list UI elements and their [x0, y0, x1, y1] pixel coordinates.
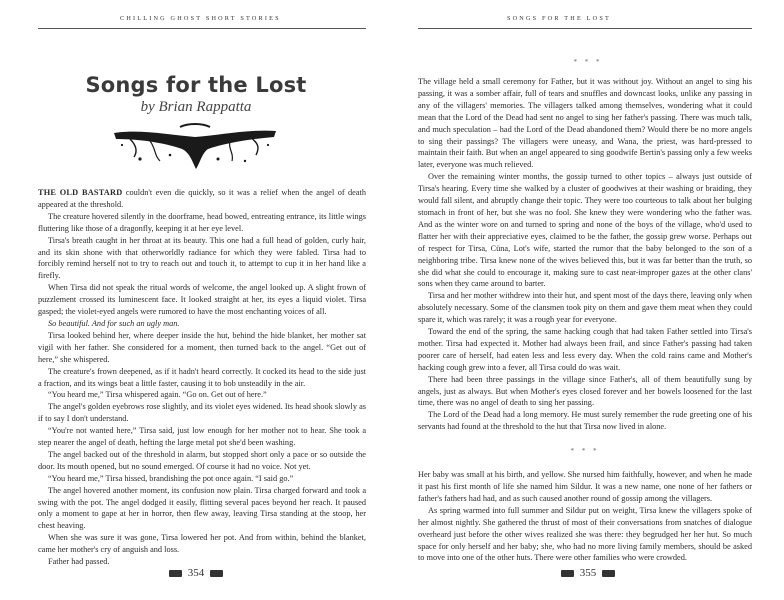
- paragraph: When she was sure it was gone, Tirsa lowered her pot. And from within, behind the blanket, came her mother's cry of anguish and loss.: [38, 533, 366, 555]
- paragraph: As spring warmed into full summer and Sildur put on weight, Tirsa knew the villagers spoke of her almost nightly. She gathered the thrust of most of their conversations from snatches of dialogue overheard just before the other wives realized she was there: they begrudged her her hut. So much space for only herself and her baby; she, who had no more living family members, should be asked to move into one of the other huts. There were other families who were crowded.: [418, 505, 752, 563]
- folio-left: 354: [187, 567, 205, 579]
- paragraph: Tirsa and her mother withdrew into their hut, and spent most of the days there, leaving only when absolutely necessary. Some of the clansmen took pity on them and gave them meat when they could spare it, which was rarely; it was a rough year for everyone.: [418, 291, 752, 325]
- paragraph: So beautiful. And for such an ugly man.: [48, 318, 180, 328]
- folio-ornament-icon: [210, 570, 223, 577]
- paragraph-text: couldn't even die quickly, so it was a relief when the angel of death appeared at the threshold.: [38, 188, 366, 209]
- section-break: * * *: [570, 447, 600, 456]
- paragraph: “You heard me,” Tirsa whispered again. “Go on. Get out of here.”: [48, 390, 267, 400]
- paragraph: “You heard me,” Tirsa hissed, brandishing the pot once again. “I said go.”: [48, 473, 294, 483]
- ink-splatter-ornament: [110, 119, 280, 171]
- paragraph: Father had passed.: [48, 557, 110, 567]
- paragraph: Her baby was small at his birth, and yellow. She nursed him faithfully, however, and when he made it past his first month of life she named him Sildur. It was a new name, one none of her fathers or father's fathers had had, and as such caused another round of gossip among the villagers.: [418, 470, 752, 503]
- paragraph: The creature hovered silently in the doorframe, head bowed, entreating entrance, its little wings fluttering like those of a dragonfly, keeping it at her eye level.: [38, 211, 366, 233]
- paragraph: Tirsa's breath caught in her throat at its beauty. This one had a full head of golden, curly hair, and its skin shone with that otherworldly radiance for which they were fabled. Tirsa had to forcibly remind herself not to try to reach out and touch it, to attempt to cup it in her hand like a firefly.: [38, 235, 366, 281]
- paragraph: “You're not wanted here,” Tirsa said, just low enough for her mother not to hear. She took a step nearer the angel of death, hefting the large metal pot she'd been washing.: [38, 426, 366, 448]
- paragraph: The village held a small ceremony for Father, but it was without joy. Without an angel to sing his passing, it was a somber affair, full of tears and snuffles and downcast looks, unlike any passing in any of the villagers' memories. The villagers talked among themselves, wondering what it could mean that the Lord of the Dead had sent no angel to sing her father's passing. There was much talk, and much speculation – had the Lord of the Dead abandoned them? Would there be no more angels to sing their passings? The villagers were uneasy, and Wana, the priest, was hard-pressed to maintain their faith. But when an angel appeared to sing goodwife Bertin's passing only a few weeks later, everyone was much relieved.: [418, 77, 752, 170]
- running-head-left: CHILLING GHOST SHORT STORIES: [120, 15, 281, 22]
- section-break-top: * * *: [573, 58, 603, 66]
- folio-ornament-icon: [561, 570, 574, 577]
- paragraph: The angel's golden eyebrows rose slightly, and its violet eyes widened. Its head shook slowly as if to say I don't understand.: [38, 402, 366, 424]
- paragraph: [38, 187, 366, 211]
- byline: by Brian Rappatta: [140, 99, 252, 115]
- right-page: [392, 0, 784, 600]
- right-body-text: [418, 76, 752, 564]
- paragraph: The angel hovered another moment, its confusion now plain. Tirsa charged forward and took a swing with the pot. The angel dodged it easily, flitting several paces beyond her reach. It paused only a moment to gape at her in horror, then flew away, leaving Tirsa standing at the stoop, her chest heaving.: [38, 485, 366, 531]
- paragraph: When Tirsa did not speak the ritual words of welcome, the angel looked up. A slight frown of puzzlement crossed its luminescent face. It looked straight at her, its eyes a liquid violet. Tirsa gasped; the violet-eyed angels were rumored to have the most enchanting voices of all.: [38, 283, 366, 317]
- page-number-right: [392, 567, 784, 579]
- paragraph: Over the remaining winter months, the gossip turned to other topics – always just outside of Tirsa's hearing. Every time she walked by a cluster of goodwives at their washing or braiding, they would fall silent, and abruptly change their topic. They were too courteous to talk about her bulging stomach in front of her, but she was no fool. She knew they were wondering who the father was. And as the winter wore on and turned to spring and none of the boys of the village, who'd used to flatter her with their appreciative eyes, claimed to be the father, the gossip grew worse. Perhaps out of respect for Tirsa, Cüna, Lot's wife, started the rumor that the baby belonged to the son of a neighboring tribe. Tirsa knew none of the wives believed this, but it was far better than the truth, so she did what she could to encourage it, making sure to cast near-improper gazes at the other clans' sons when they came around to barter.: [418, 172, 752, 289]
- left-body-text: [38, 187, 366, 568]
- header-rule-left: [38, 28, 366, 29]
- running-head-right: SONGS FOR THE LOST: [507, 15, 611, 22]
- lead-in: THE OLD BASTARD: [38, 188, 123, 197]
- folio-right: 355: [579, 567, 597, 579]
- paragraph: The creature's frown deepened, as if it hadn't heard correctly. It cocked its head to the side just a fraction, and its wings beat a little faster, causing it to bob unsteadily in the air.: [38, 366, 366, 388]
- page-number-left: [0, 567, 392, 579]
- paragraph: The Lord of the Dead had a long memory. He must surely remember the rude greeting one of his servants had found at the threshold to the hut that Tirsa now lived in alone.: [418, 410, 752, 432]
- folio-ornament-icon: [602, 570, 615, 577]
- folio-ornament-icon: [169, 570, 182, 577]
- paragraph: The angel backed out of the threshold in alarm, but stopped short only a pace or so outside the door. Its mouth opened, but no sound emerged. Of course it had no voice. Not yet.: [38, 449, 366, 471]
- paragraph: Toward the end of the spring, the same hacking cough that had taken Father settled into Tirsa's mother. Tirsa had expected it. Mother had always been frail, and since Father's passing had taken poorer care of herself, had eaten less and less every day. When the cold rains came and Mother's hacking cough grew into a fever, all Tirsa could do was wait.: [418, 327, 752, 372]
- paragraph: Tirsa looked behind her, where deeper inside the hut, behind the hide blanket, her mother sat vigil with her father. She considered for a moment, then turned back to the angel. “Get out of here,” she whispered.: [38, 330, 366, 364]
- paragraph: There had been three passings in the village since Father's, all of them beautifully sung by angels, just as always. But when Mother's eyes closed forever and her bowels loosened for the last time, there was no angel of death to sing her passing.: [418, 374, 752, 408]
- story-title: Songs for the Lost: [85, 73, 307, 97]
- header-rule-right: [418, 28, 752, 29]
